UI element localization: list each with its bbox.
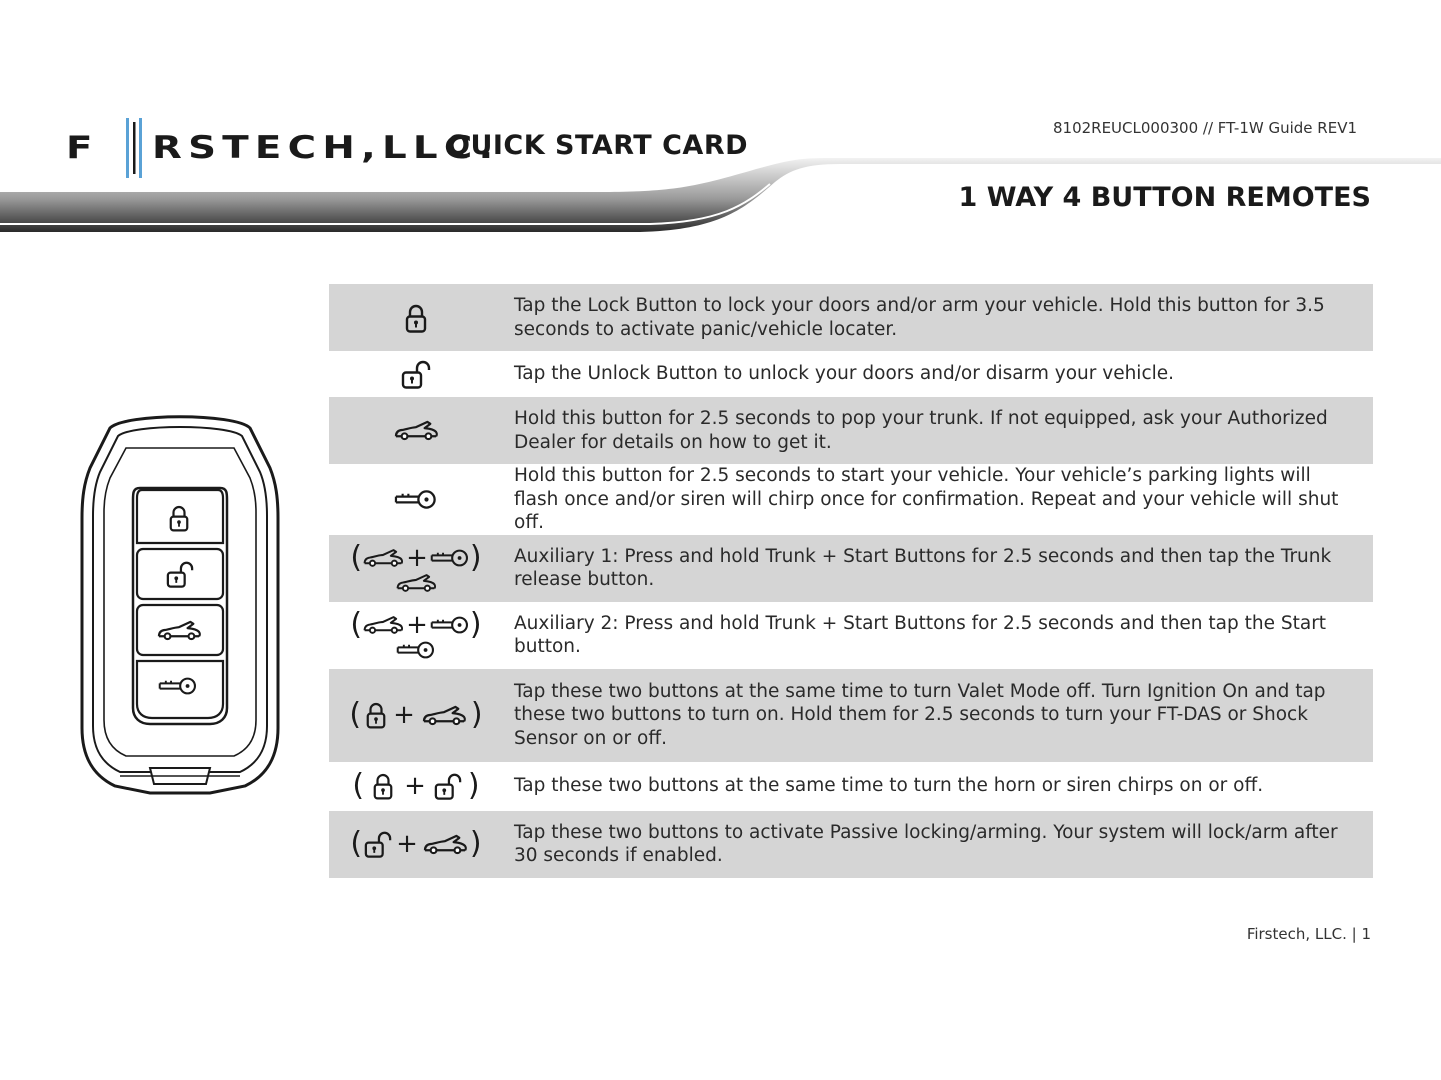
button-icon-cell [329, 464, 503, 535]
button-icon-cell [329, 535, 503, 602]
table-row [329, 464, 1373, 535]
button-description: Tap these two buttons to activate Passive locking/arming. Your system will lock/arm after 30 seconds if enabled. [503, 811, 1373, 878]
table-row [329, 811, 1373, 878]
logo-wordmark: RSTECH,LLC. [152, 130, 500, 166]
button-icon-cell [329, 284, 503, 351]
open-paren: ( [352, 768, 365, 803]
plus-sign: + [396, 829, 418, 859]
table-row [329, 535, 1373, 602]
open-paren: ( [349, 697, 362, 732]
button-description: Tap these two buttons at the same time to turn Valet Mode off. Turn Ignition On and tap these two buttons to turn on. Hold them for 2.5 seconds to turn your FT-DAS or Shock Sensor on or off. [503, 669, 1373, 762]
open-paren: ( [350, 826, 363, 861]
table-row [329, 397, 1373, 464]
open-paren: ( [350, 540, 363, 575]
button-icon-cell [329, 397, 503, 464]
button-icon-cell [329, 762, 503, 811]
remote-fob-illustration [70, 408, 290, 800]
trunk-icon [422, 834, 468, 855]
unlock-icon [434, 772, 462, 800]
button-description: Auxiliary 1: Press and hold Trunk + Start Buttons for 2.5 seconds and then tap the Trunk release button. [503, 535, 1373, 602]
trunk-icon [395, 573, 437, 593]
trunk-icon [362, 615, 404, 635]
lock-icon [372, 772, 394, 800]
table-row [329, 284, 1373, 351]
trunk-icon [362, 548, 404, 568]
button-function-table [329, 284, 1373, 878]
close-paren: ) [470, 697, 483, 732]
button-icon-cell [329, 602, 503, 669]
document-id: 8102REUCL000300 // FT-1W Guide REV1 [1052, 119, 1357, 137]
table-row [329, 762, 1373, 811]
table-row [329, 602, 1373, 669]
button-description: Tap the Lock Button to lock your doors and/or arm your vehicle. Hold this button for 3.5 seconds to activate panic/vehicle locater. [503, 284, 1373, 351]
open-paren: ( [350, 607, 363, 642]
table-row [329, 669, 1373, 762]
button-icon-cell [329, 351, 503, 397]
unlock-icon [364, 830, 392, 858]
button-description: Tap these two buttons at the same time to turn the horn or siren chirps on or off. [514, 775, 1264, 797]
start-key-icon [396, 640, 436, 660]
button-description: Hold this button for 2.5 seconds to start your vehicle. Your vehicle’s parking lights will flash once and/or siren will chirp once for confirmation. Repeat and your vehicle will shut off. [514, 465, 1339, 533]
start-key-icon [430, 548, 470, 568]
card-title: QUICK START CARD [447, 130, 749, 161]
start-key-icon [430, 615, 470, 635]
trunk-icon [421, 705, 467, 726]
plus-sign: + [404, 771, 426, 801]
lock-icon [365, 701, 387, 729]
button-description: Tap the Unlock Button to unlock your doors and/or disarm your vehicle. [514, 363, 1175, 385]
page-footer: Firstech, LLC. | 1 [1246, 925, 1371, 943]
close-paren: ) [469, 607, 482, 642]
plus-sign: + [393, 700, 415, 730]
plus-sign: + [406, 610, 428, 640]
page-subtitle: 1 WAY 4 BUTTON REMOTES [958, 182, 1371, 213]
unlock-icon [401, 359, 431, 389]
button-description: Auxiliary 2: Press and hold Trunk + Start Buttons for 2.5 seconds and then tap the Start button. [514, 612, 1327, 657]
table-row [329, 351, 1373, 397]
button-icon-cell [329, 811, 503, 878]
button-icon-cell [329, 669, 503, 762]
lock-icon [404, 303, 428, 333]
start-key-icon [394, 489, 438, 510]
close-paren: ) [469, 540, 482, 575]
plus-sign: + [406, 543, 428, 573]
close-paren: ) [469, 826, 482, 861]
logo-letter-f: F [66, 130, 99, 166]
trunk-icon [393, 420, 439, 441]
button-description: Hold this button for 2.5 seconds to pop your trunk. If not equipped, ask your Authorized Dealer for details on how to get it. [503, 397, 1373, 464]
close-paren: ) [467, 768, 480, 803]
